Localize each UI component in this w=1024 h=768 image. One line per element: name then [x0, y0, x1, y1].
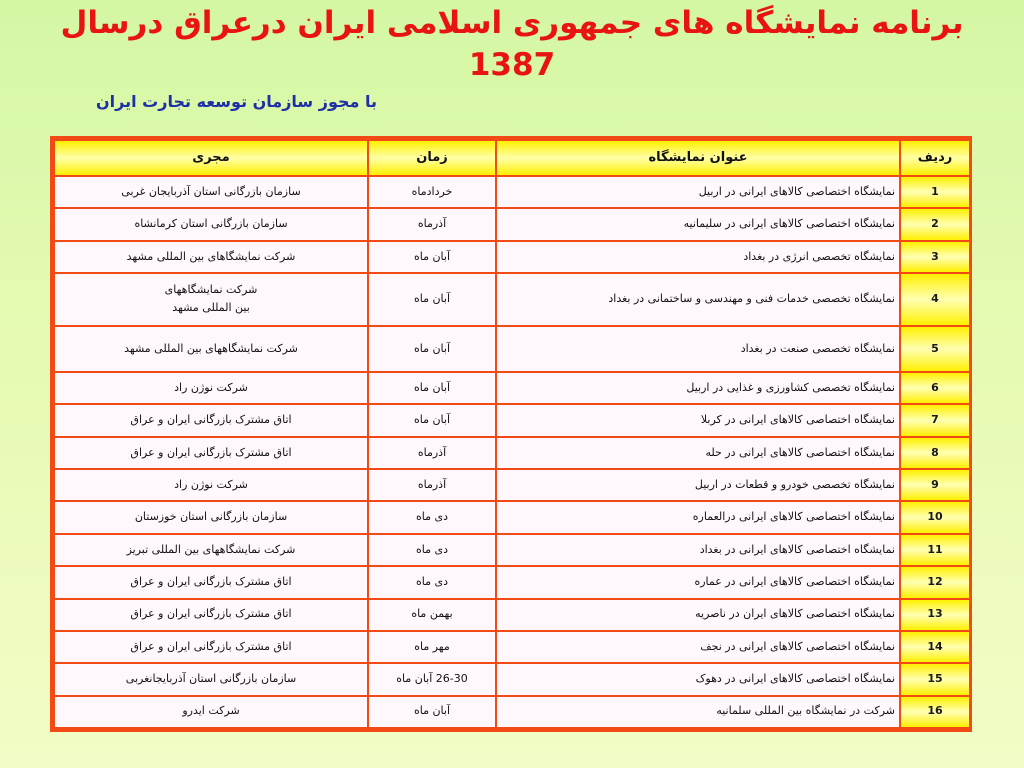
column-header-title: عنوان نمایشگاه — [496, 140, 900, 176]
exhibition-title: نمایشگاه تخصصی خودرو و قطعات در اربیل — [496, 469, 900, 501]
exhibition-time: آذرماه — [368, 437, 496, 469]
exhibition-title: نمایشگاه تخصصی خدمات فنی و مهندسی و ساختمانی در بغداد — [496, 273, 900, 326]
exhibition-organizer — [54, 566, 368, 598]
exhibition-title: نمایشگاه اختصاصی کالاهای ایرانی در حله — [496, 437, 900, 469]
row-number: 5 — [900, 326, 970, 373]
exhibition-title: نمایشگاه اختصاصی کالاهای ایرانی در عماره — [496, 566, 900, 598]
row-number: 6 — [900, 372, 970, 404]
table-row — [54, 372, 970, 404]
row-number: 10 — [900, 501, 970, 533]
organizer-line: شرکت نمایشگاههای بین المللی تبریز — [126, 542, 296, 556]
organizer-line: بین المللی مشهد — [172, 301, 250, 315]
row-number: 3 — [900, 241, 970, 273]
exhibition-organizer — [54, 176, 368, 208]
exhibition-time: دی ماه — [368, 501, 496, 533]
row-number: 8 — [900, 437, 970, 469]
organizer-line: سازمان بازرگانی استان خوزستان — [134, 510, 288, 524]
exhibition-organizer — [54, 696, 368, 728]
exhibition-organizer — [54, 599, 368, 631]
exhibition-organizer — [54, 663, 368, 695]
organizer-line: شرکت نمایشگاهای بین المللی مشهد — [126, 249, 296, 263]
row-number: 14 — [900, 631, 970, 663]
organizer-line: سازمان بازرگانی استان آذربایجان غربی — [121, 184, 301, 198]
exhibition-title: نمایشگاه اختصاصی کالاهای ایرانی درالعماره — [496, 501, 900, 533]
table-row — [54, 273, 970, 326]
exhibition-organizer — [54, 241, 368, 273]
table-row — [54, 631, 970, 663]
table-header-row — [54, 140, 970, 176]
exhibition-time: آذرماه — [368, 469, 496, 501]
exhibition-time: آبان ماه — [368, 326, 496, 373]
row-number: 16 — [900, 696, 970, 728]
exhibition-organizer — [54, 404, 368, 436]
exhibition-time: دی ماه — [368, 534, 496, 566]
exhibition-time: آبان ماه — [368, 241, 496, 273]
organizer-line: اتاق مشترک بازرگانی ایران و عراق — [130, 607, 292, 621]
exhibition-time: آبان ماه — [368, 404, 496, 436]
exhibition-title: نمایشگاه اختصاصی کالاهای ایرانی در نجف — [496, 631, 900, 663]
table-body — [54, 176, 970, 728]
exhibition-time: خردادماه — [368, 176, 496, 208]
table-row — [54, 566, 970, 598]
exhibition-title: نمایشگاه تخصصی کشاورزی و غذایی در اربیل — [496, 372, 900, 404]
organizer-line: اتاق مشترک بازرگانی ایران و عراق — [130, 574, 292, 588]
table-row — [54, 696, 970, 728]
column-header-num: ردیف — [900, 140, 970, 176]
exhibition-organizer — [54, 208, 368, 240]
column-header-organizer: مجری — [54, 140, 368, 176]
exhibition-table — [53, 139, 971, 729]
exhibition-time: 26-30 آبان ماه — [368, 663, 496, 695]
table-row — [54, 534, 970, 566]
exhibition-organizer — [54, 631, 368, 663]
table-row — [54, 208, 970, 240]
exhibition-organizer — [54, 326, 368, 373]
row-number: 13 — [900, 599, 970, 631]
organizer-line: سازمان بازرگانی استان کرمانشاه — [134, 217, 288, 231]
organizer-line: سازمان بازرگانی استان آذربایجانغربی — [125, 672, 297, 686]
exhibition-time: آبان ماه — [368, 372, 496, 404]
table-row — [54, 469, 970, 501]
exhibition-title: نمایشگاه تخصصی صنعت در بغداد — [496, 326, 900, 373]
page-subtitle: با مجوز سازمان توسعه تجارت ایران — [96, 92, 377, 111]
exhibition-time: آبان ماه — [368, 273, 496, 326]
row-number: 4 — [900, 273, 970, 326]
organizer-line: اتاق مشترک بازرگانی ایران و عراق — [130, 413, 292, 427]
exhibition-title: نمایشگاه اختصاصی کالاهای ایرانی در سلیمانیه — [496, 208, 900, 240]
organizer-line: شرکت نمایشگاههای بین المللی مشهد — [124, 341, 298, 355]
exhibition-title: نمایشگاه تخصصی انرژی در بغداد — [496, 241, 900, 273]
exhibition-time: بهمن ماه — [368, 599, 496, 631]
page-title-text: برنامه نمایشگاه های جمهوری اسلامی ایران درعراق درسال — [60, 5, 964, 41]
organizer-line: شرکت نوژن راد — [174, 477, 248, 491]
row-number: 15 — [900, 663, 970, 695]
row-number: 7 — [900, 404, 970, 436]
exhibition-time: آذرماه — [368, 208, 496, 240]
exhibition-organizer — [54, 437, 368, 469]
exhibition-organizer — [54, 372, 368, 404]
exhibition-organizer — [54, 534, 368, 566]
table-row — [54, 437, 970, 469]
table-row — [54, 663, 970, 695]
table-row — [54, 241, 970, 273]
exhibition-title: شرکت در نمایشگاه بین المللی سلمانیه — [496, 696, 900, 728]
exhibition-organizer — [54, 501, 368, 533]
organizer-line: شرکت نوژن راد — [174, 380, 248, 394]
organizer-line: شرکت نمایشگاههای — [164, 282, 258, 296]
exhibition-time: مهر ماه — [368, 631, 496, 663]
exhibition-title: نمایشگاه اختصاصی کالاهای ایرانی در دهوک — [496, 663, 900, 695]
table-row — [54, 404, 970, 436]
exhibition-time: دی ماه — [368, 566, 496, 598]
page-title — [0, 2, 1024, 86]
exhibition-title: نمایشگاه اختصاصی کالاهای ایرانی در کربلا — [496, 404, 900, 436]
row-number: 9 — [900, 469, 970, 501]
row-number: 11 — [900, 534, 970, 566]
table-row — [54, 599, 970, 631]
row-number: 1 — [900, 176, 970, 208]
exhibition-title: نمایشگاه اختصاصی کالاهای ایران در ناصریه — [496, 599, 900, 631]
organizer-line: اتاق مشترک بازرگانی ایران و عراق — [130, 445, 292, 459]
page-title-year: 1387 — [468, 47, 556, 83]
column-header-time: زمان — [368, 140, 496, 176]
exhibition-table-container — [50, 136, 972, 732]
exhibition-organizer — [54, 469, 368, 501]
row-number: 12 — [900, 566, 970, 598]
table-row — [54, 326, 970, 373]
exhibition-title: نمایشگاه اختصاصی کالاهای ایرانی در اربیل — [496, 176, 900, 208]
table-row — [54, 176, 970, 208]
table-row — [54, 501, 970, 533]
organizer-line: اتاق مشترک بازرگانی ایران و عراق — [130, 639, 292, 653]
exhibition-organizer — [54, 273, 368, 326]
exhibition-time: آبان ماه — [368, 696, 496, 728]
row-number: 2 — [900, 208, 970, 240]
exhibition-title: نمایشگاه اختصاصی کالاهای ایرانی در بغداد — [496, 534, 900, 566]
organizer-line: شرکت ایدرو — [182, 704, 240, 718]
